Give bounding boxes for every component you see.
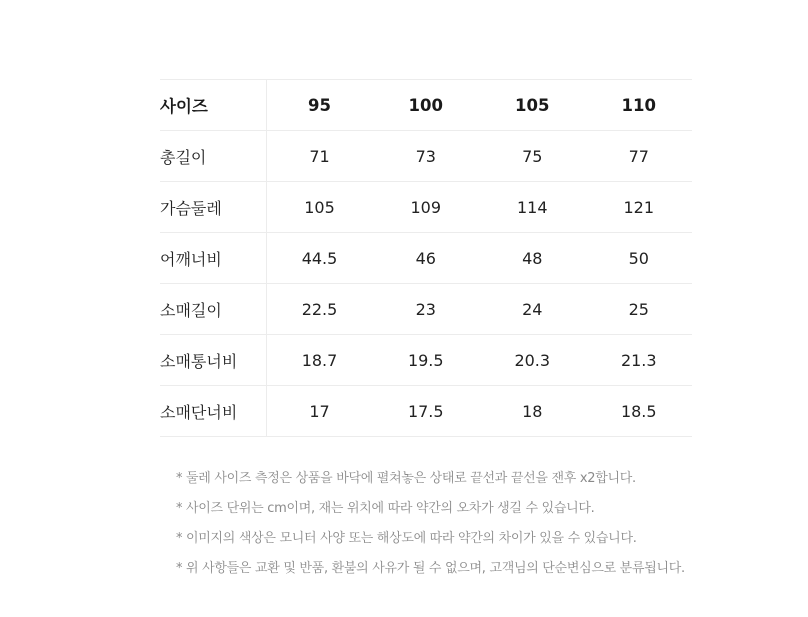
row-value: 25 [586, 284, 693, 335]
row-value: 17 [266, 386, 373, 437]
row-value: 18.5 [586, 386, 693, 437]
row-value: 114 [479, 182, 586, 233]
row-label: 소매통너비 [160, 335, 266, 386]
row-label: 가슴둘레 [160, 182, 266, 233]
row-value: 17.5 [373, 386, 480, 437]
size-header-95: 95 [266, 80, 373, 131]
row-value: 23 [373, 284, 480, 335]
row-value: 20.3 [479, 335, 586, 386]
row-label: 어깨너비 [160, 233, 266, 284]
row-value: 22.5 [266, 284, 373, 335]
size-header-row [160, 80, 692, 131]
note-item: * 위 사항들은 교환 및 반품, 환불의 사유가 될 수 없으며, 고객님의 단순변심으로 분류됩니다. [176, 561, 685, 576]
note-item: * 둘레 사이즈 측정은 상품을 바닥에 펼쳐놓은 상태로 끝선과 끝선을 잰후 x2합니다. [176, 471, 636, 486]
table-row [160, 284, 692, 335]
row-value: 75 [479, 131, 586, 182]
table-row [160, 335, 692, 386]
row-label: 소매길이 [160, 284, 266, 335]
row-value: 109 [373, 182, 480, 233]
table-row [160, 182, 692, 233]
row-value: 77 [586, 131, 693, 182]
size-header-110: 110 [586, 80, 693, 131]
row-label: 소매단너비 [160, 386, 266, 437]
table-row [160, 386, 692, 437]
size-notes [176, 468, 796, 588]
row-value: 50 [586, 233, 693, 284]
table-row [160, 131, 692, 182]
row-value: 21.3 [586, 335, 693, 386]
size-chart-table [160, 79, 692, 437]
row-value: 71 [266, 131, 373, 182]
row-value: 44.5 [266, 233, 373, 284]
row-label: 총길이 [160, 131, 266, 182]
row-value: 19.5 [373, 335, 480, 386]
note-item: * 이미지의 색상은 모니터 사양 또는 해상도에 따라 약간의 차이가 있을 수 있습니다. [176, 531, 637, 546]
row-value: 105 [266, 182, 373, 233]
row-value: 46 [373, 233, 480, 284]
table-row [160, 233, 692, 284]
row-value: 48 [479, 233, 586, 284]
size-header-105: 105 [479, 80, 586, 131]
row-value: 18 [479, 386, 586, 437]
row-value: 18.7 [266, 335, 373, 386]
note-item: * 사이즈 단위는 cm이며, 재는 위치에 따라 약간의 오차가 생길 수 있습니다. [176, 501, 595, 516]
row-value: 73 [373, 131, 480, 182]
size-header-100: 100 [373, 80, 480, 131]
size-header-label: 사이즈 [160, 80, 266, 131]
row-value: 121 [586, 182, 693, 233]
row-value: 24 [479, 284, 586, 335]
